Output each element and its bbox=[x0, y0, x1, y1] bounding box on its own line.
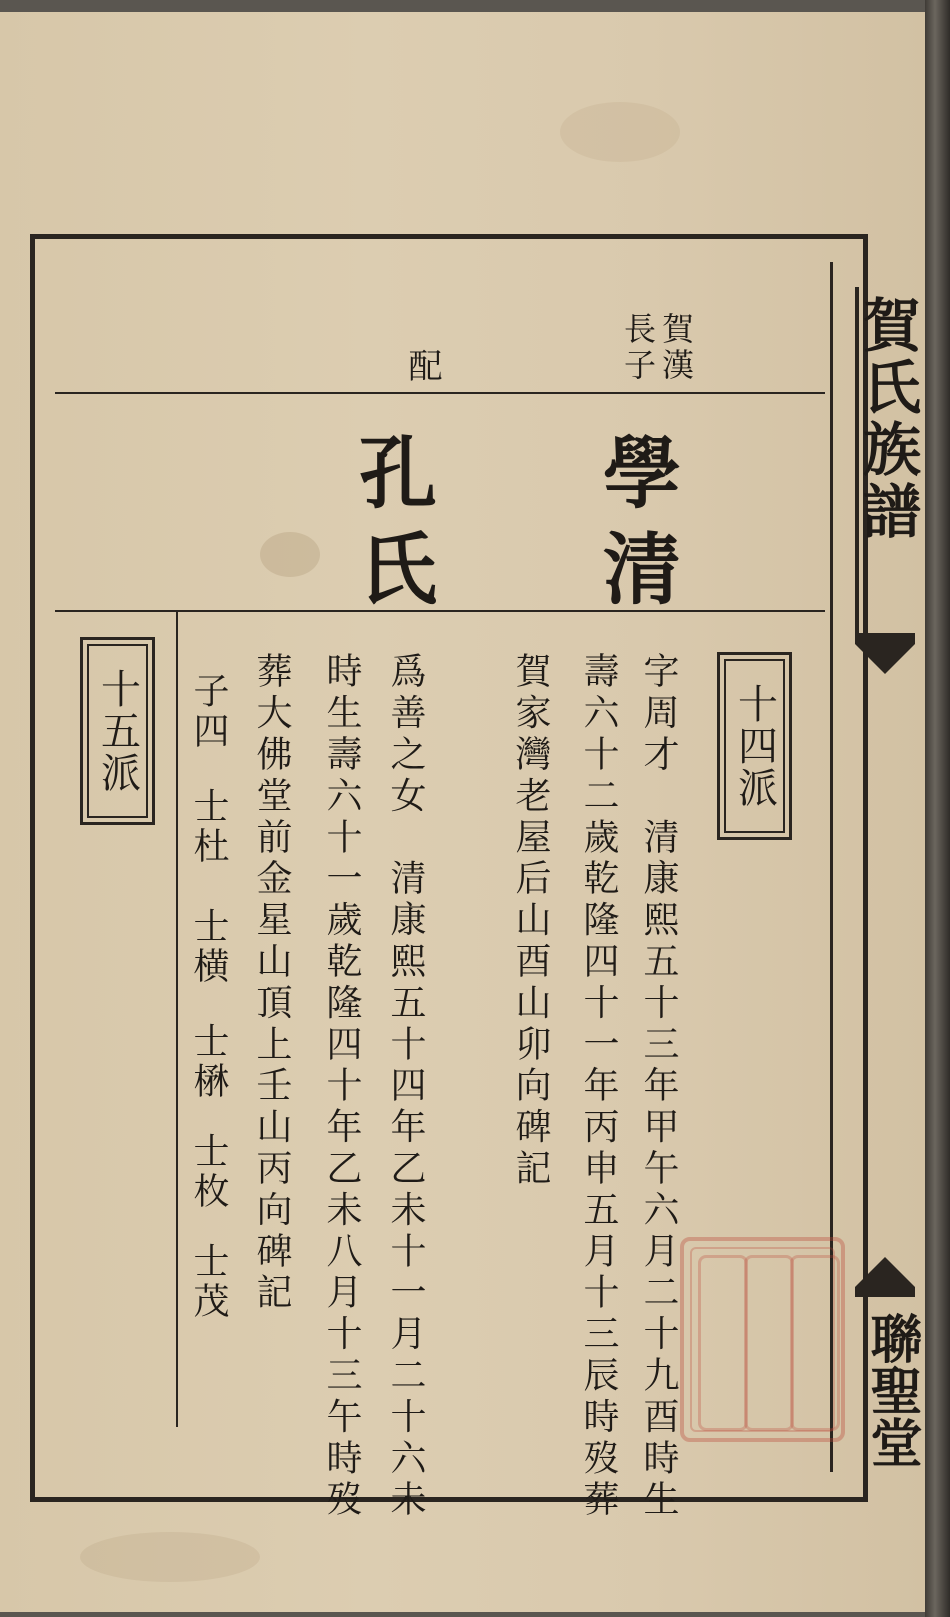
person-name: 學清 bbox=[590, 432, 681, 624]
birth-order: 長子 bbox=[619, 312, 657, 384]
child-name: 士枚 bbox=[188, 1132, 229, 1212]
spouse-biography-column: 爲善之女 清康熙五十四年乙未十一月二十六未 bbox=[385, 652, 426, 1522]
child-name: 士横 bbox=[188, 907, 229, 987]
header-divider bbox=[55, 392, 825, 394]
generation-divider bbox=[176, 612, 178, 1427]
child-name: 士楙 bbox=[188, 1022, 229, 1102]
father-name: 賀漢 bbox=[657, 312, 695, 384]
fishtail-ornament bbox=[855, 634, 915, 694]
fishtail-ornament bbox=[855, 1237, 915, 1297]
child-name: 士茂 bbox=[188, 1242, 229, 1322]
child-name: 士杜 bbox=[188, 787, 229, 867]
hall-name: 聯聖堂 bbox=[861, 1312, 922, 1468]
children-count: 子四 bbox=[188, 672, 229, 752]
generation-badge-15: 十五派 bbox=[80, 637, 155, 825]
spouse-biography-column: 葬大佛堂前金星山頂上壬山丙向碑記 bbox=[251, 652, 292, 1315]
genealogy-page bbox=[0, 12, 925, 1612]
spouse-label: 配 bbox=[402, 348, 442, 386]
book-title: 賀氏族譜 bbox=[853, 295, 921, 543]
paper-stain bbox=[560, 102, 680, 162]
spouse-biography-column: 時生壽六十一歲乾隆四十年乙未八月十三午時歿 bbox=[321, 652, 362, 1522]
body-divider bbox=[55, 610, 825, 612]
paper-stain bbox=[80, 1532, 260, 1582]
biography-column: 字周才 清康熙五十三年甲午六月二十九酉時生 bbox=[638, 652, 679, 1522]
library-seal bbox=[680, 1237, 845, 1442]
book-edge bbox=[925, 0, 950, 1617]
biography-column: 賀家灣老屋后山酉山卯向碑記 bbox=[510, 652, 551, 1191]
generation-badge-14: 十四派 bbox=[717, 652, 792, 840]
book-title-tab bbox=[853, 287, 921, 637]
spouse-name: 孔氏 bbox=[346, 432, 437, 624]
biography-column: 壽六十二歲乾隆四十一年丙申五月十三辰時歿葬 bbox=[578, 652, 619, 1522]
